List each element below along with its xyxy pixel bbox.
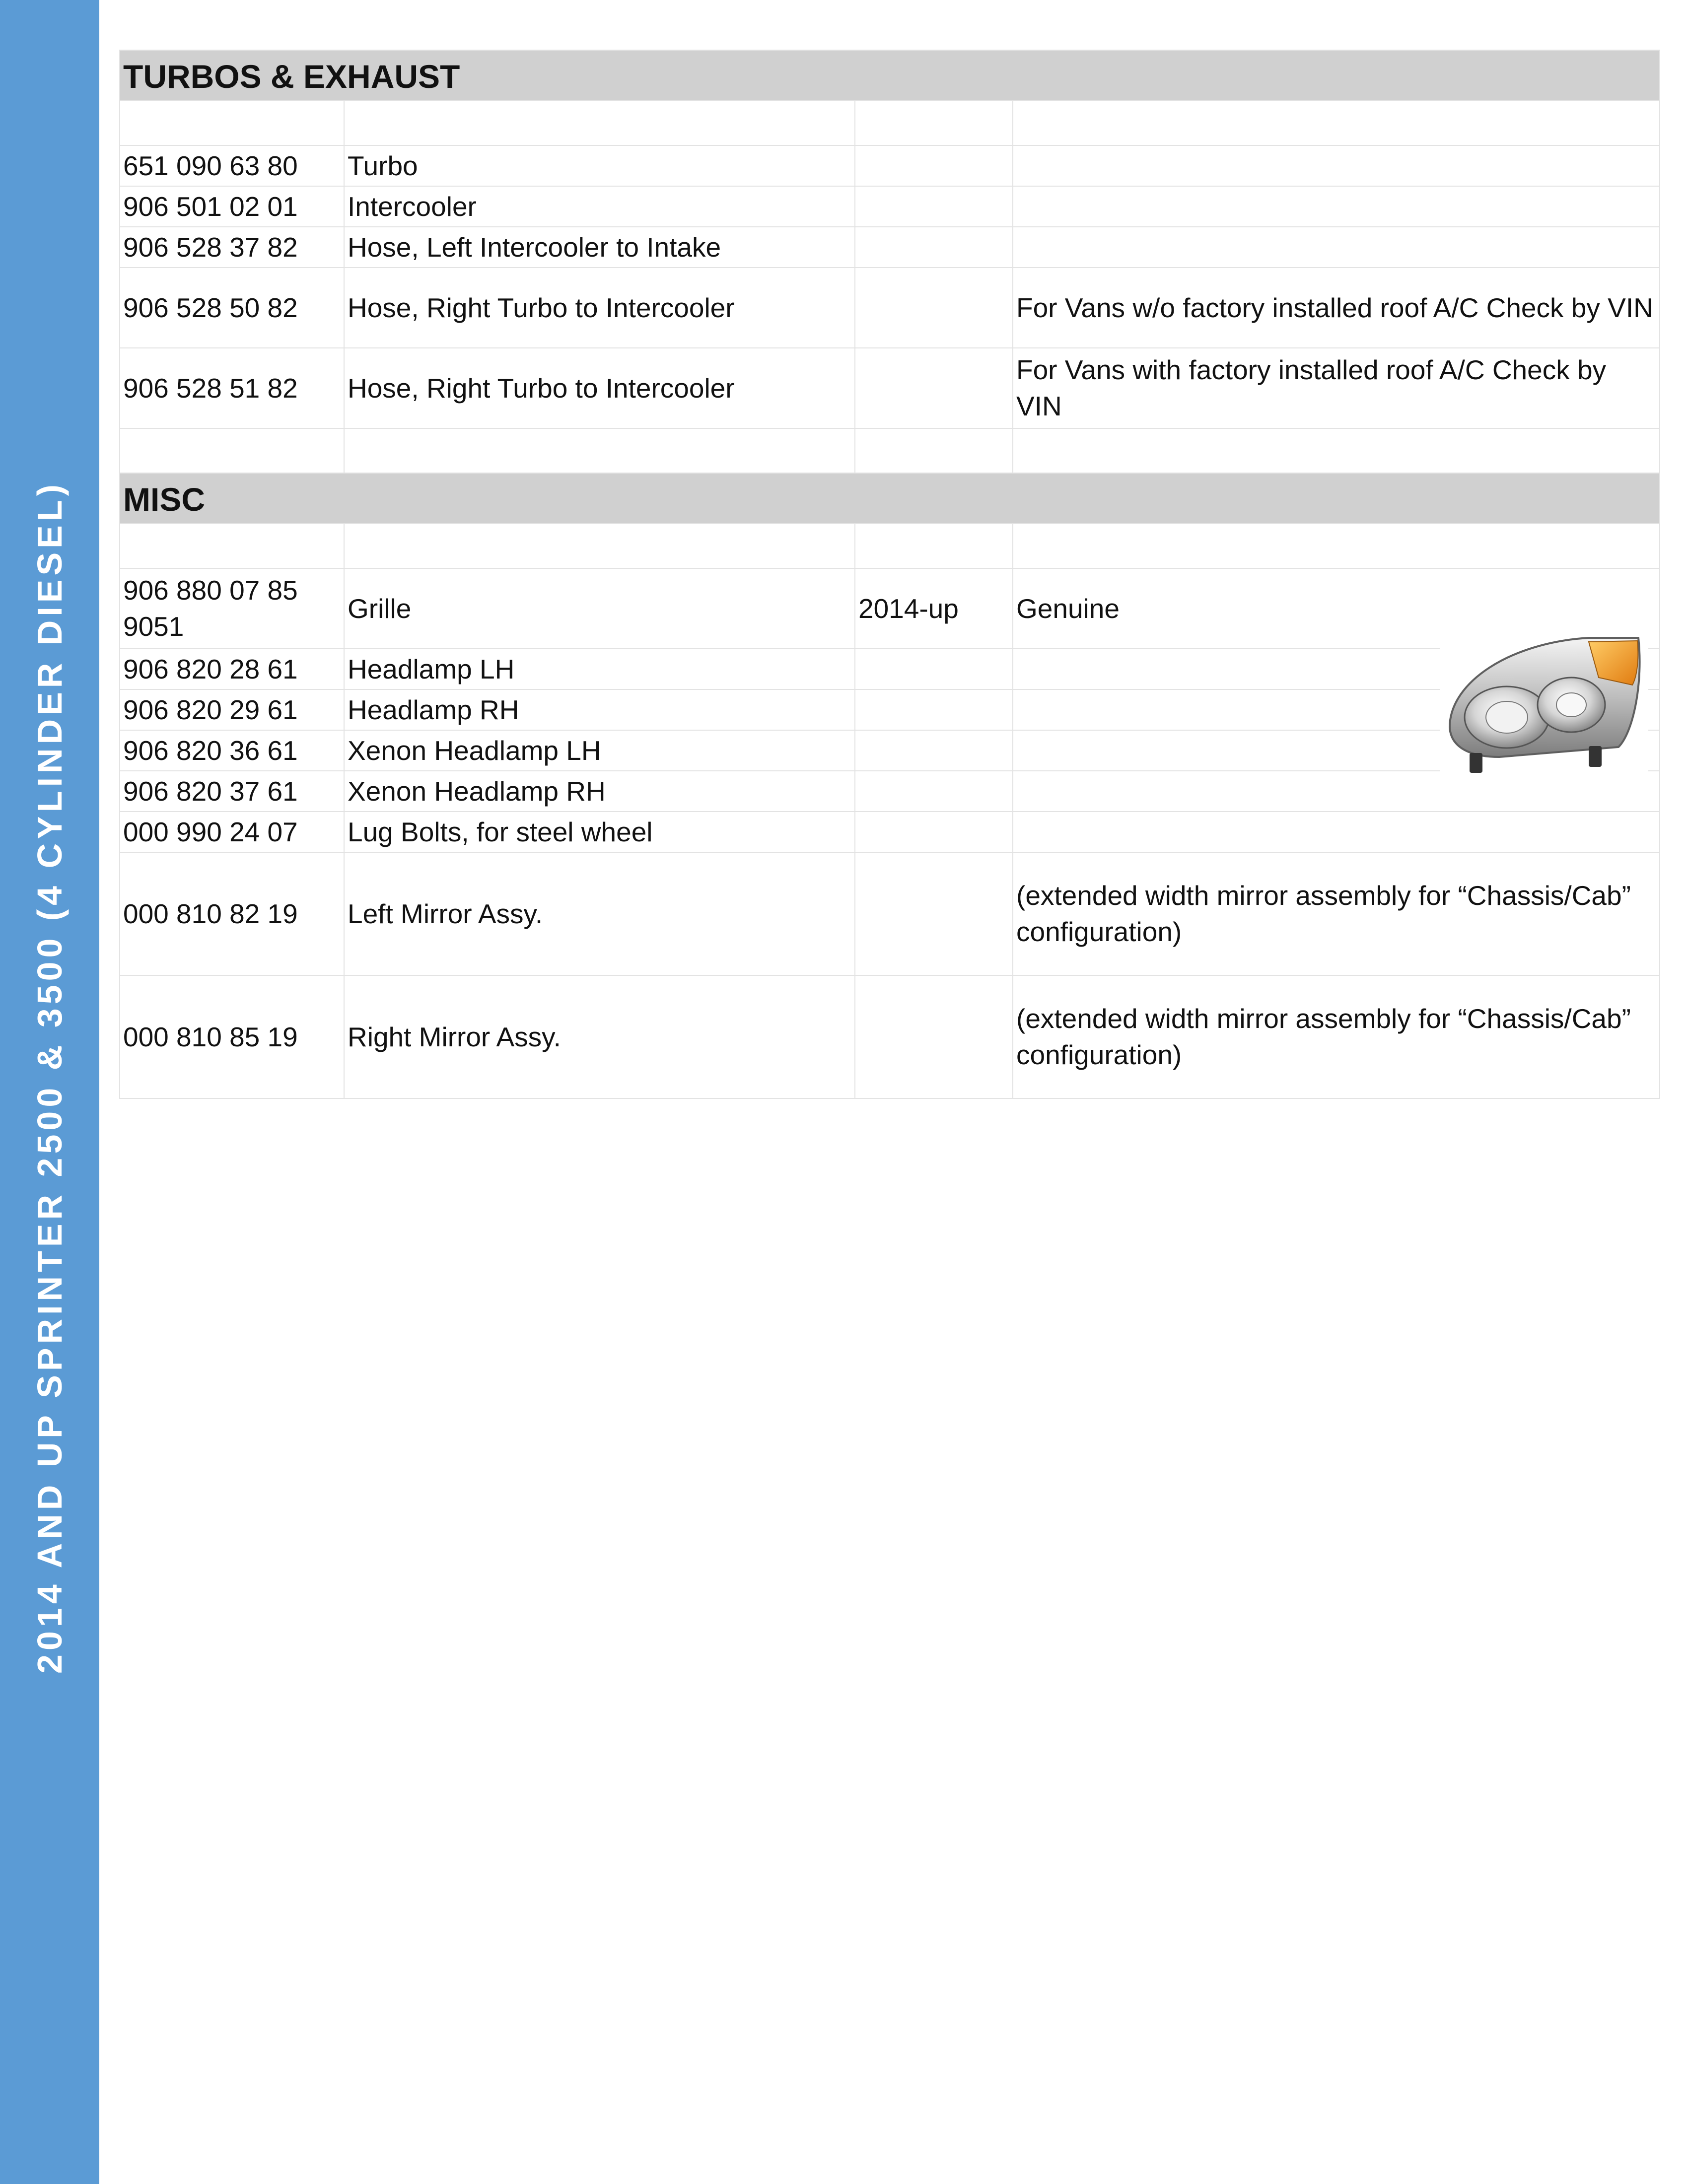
table-row [120, 227, 1660, 268]
blank-row [120, 524, 1660, 568]
part-notes [1013, 145, 1660, 186]
part-year [855, 730, 1013, 771]
part-number: 906 880 07 85 9051 [120, 568, 344, 649]
blank-row [120, 101, 1660, 145]
part-notes: (extended width mirror assembly for “Chassis/Cab” configuration) [1013, 975, 1660, 1098]
table-row [120, 812, 1660, 852]
part-year [855, 649, 1013, 689]
part-number: 000 810 82 19 [120, 852, 344, 975]
part-notes [1013, 227, 1660, 268]
part-description: Hose, Right Turbo to Intercooler [344, 268, 855, 348]
table-row [120, 852, 1660, 975]
part-description: Headlamp RH [344, 689, 855, 730]
part-description: Hose, Right Turbo to Intercooler [344, 348, 855, 428]
table-row [120, 975, 1660, 1098]
part-notes [1013, 812, 1660, 852]
part-number: 000 990 24 07 [120, 812, 344, 852]
table-row [120, 689, 1660, 730]
part-description: Left Mirror Assy. [344, 852, 855, 975]
part-number: 906 820 29 61 [120, 689, 344, 730]
part-number: 906 820 28 61 [120, 649, 344, 689]
part-description: Intercooler [344, 186, 855, 227]
part-description: Headlamp LH [344, 649, 855, 689]
part-number: 000 810 85 19 [120, 975, 344, 1098]
table-row [120, 649, 1660, 689]
part-number: 906 528 50 82 [120, 268, 344, 348]
part-year [855, 812, 1013, 852]
part-description: Grille [344, 568, 855, 649]
part-description: Xenon Headlamp LH [344, 730, 855, 771]
table-row [120, 348, 1660, 428]
section-title: MISC [120, 473, 1660, 524]
part-number: 906 528 37 82 [120, 227, 344, 268]
part-number: 651 090 63 80 [120, 145, 344, 186]
part-notes: (extended width mirror assembly for “Chassis/Cab” configuration) [1013, 852, 1660, 975]
part-description: Xenon Headlamp RH [344, 771, 855, 812]
parts-table [119, 50, 1660, 1099]
part-notes [1013, 186, 1660, 227]
side-bar [0, 0, 99, 2184]
part-notes: For Vans w/o factory installed roof A/C Check by VIN [1013, 268, 1660, 348]
part-number: 906 820 36 61 [120, 730, 344, 771]
table-row [120, 186, 1660, 227]
part-year [855, 771, 1013, 812]
part-year [855, 689, 1013, 730]
part-year [855, 268, 1013, 348]
part-year [855, 348, 1013, 428]
part-notes: Genuine [1013, 568, 1660, 649]
section-title: TURBOS & EXHAUST [120, 50, 1660, 101]
part-number: 906 820 37 61 [120, 771, 344, 812]
part-year [855, 975, 1013, 1098]
table-row [120, 730, 1660, 771]
part-notes: For Vans with factory installed roof A/C Check by VIN [1013, 348, 1660, 428]
part-year [855, 852, 1013, 975]
document-title: 2014 AND UP SPRINTER 2500 & 3500 (4 CYLINDER DIESEL) [30, 480, 69, 1674]
table-row [120, 145, 1660, 186]
table-row [120, 268, 1660, 348]
part-year: 2014-up [855, 568, 1013, 649]
section-header-misc [120, 473, 1660, 524]
part-description: Hose, Left Intercooler to Intake [344, 227, 855, 268]
headlamp-illustration [1440, 623, 1648, 787]
part-description: Turbo [344, 145, 855, 186]
part-description: Right Mirror Assy. [344, 975, 855, 1098]
table-row [120, 568, 1660, 649]
section-header-turbos [120, 50, 1660, 101]
part-number: 906 528 51 82 [120, 348, 344, 428]
headlamp-photo [1440, 623, 1648, 787]
table-row [120, 771, 1660, 812]
part-number: 906 501 02 01 [120, 186, 344, 227]
part-year [855, 145, 1013, 186]
part-year [855, 227, 1013, 268]
part-description: Lug Bolts, for steel wheel [344, 812, 855, 852]
part-year [855, 186, 1013, 227]
blank-row [120, 428, 1660, 473]
